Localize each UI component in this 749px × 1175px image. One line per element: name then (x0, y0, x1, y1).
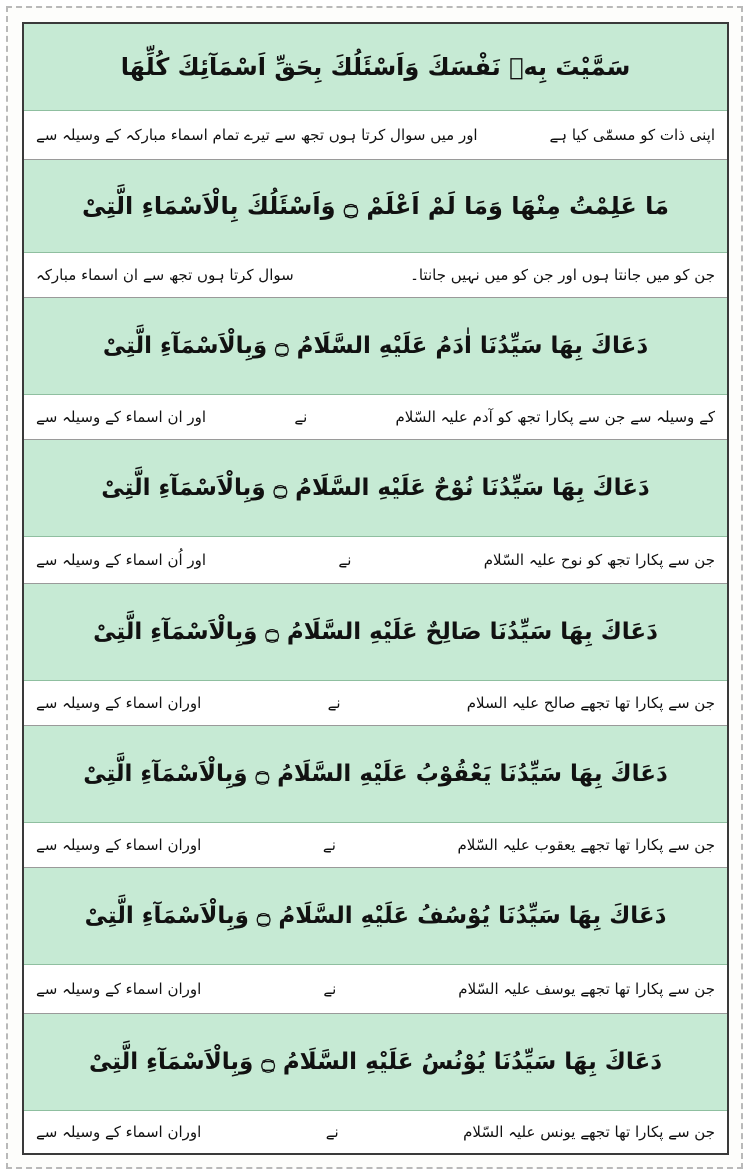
urdu-line-3 (24, 395, 727, 440)
arabic-line-3 (24, 298, 727, 395)
urdu-segment: اور ان اسماء کے وسیلہ سے (36, 408, 207, 426)
urdu-segment: سوال کرتا ہوں تجھ سے ان اسماء مبارکہ (36, 266, 294, 284)
urdu-line-2 (24, 253, 727, 298)
urdu-segment: اور میں سوال کرتا ہوں تجھ سے تیرے تمام اسماء مبارکہ کے وسیلہ سے (36, 126, 478, 144)
urdu-line-5 (24, 681, 727, 726)
arabic-text: دَعَاكَ بِهَا سَيِّدُنَا يُوْسُفُ عَلَيْهِ السَّلَامُ ۝ وَبِالْاَسْمَآءِ الَّتِیْ (84, 903, 667, 929)
arabic-text: دَعَاكَ بِهَا سَيِّدُنَا نُوْحٌ عَلَيْهِ السَّلَامُ ۝ وَبِالْاَسْمَآءِ الَّتِیْ (101, 475, 650, 501)
urdu-segment: جن کو میں جانتا ہوں اور جن کو میں نہیں جانتا۔ (410, 266, 715, 284)
page (6, 6, 743, 1169)
urdu-segment: جن سے پکارا تھا تجھے یونس علیہ السّلام (463, 1123, 715, 1141)
urdu-segment: جن سے پکارا تھا تجھے صالح علیہ السلام (466, 694, 715, 712)
arabic-line-5 (24, 584, 727, 681)
arabic-line-8 (24, 1014, 727, 1111)
arabic-line-4 (24, 440, 727, 537)
urdu-segment: نے (327, 694, 341, 712)
urdu-segment: اوران اسماء کے وسیلہ سے (36, 980, 202, 998)
urdu-segment: اپنی ذات کو مسمّٰی کیا ہے (549, 126, 715, 144)
urdu-line-6 (24, 823, 727, 868)
arabic-line-6 (24, 726, 727, 823)
arabic-text: دَعَاكَ بِهَا سَيِّدُنَا صَالِحٌ عَلَيْهِ السَّلَامُ ۝ وَبِالْاَسْمَآءِ الَّتِیْ (93, 619, 658, 645)
urdu-line-7 (24, 965, 727, 1014)
arabic-text: سَمَّيْتَ بِهٖ نَفْسَكَ وَاَسْئَلُكَ بِحَقِّ اَسْمَآئِكَ كُلِّهَا (120, 53, 631, 81)
arabic-line-7 (24, 868, 727, 965)
urdu-segment: جن سے پکارا تھا تجھے یوسف علیہ السّلام (458, 980, 715, 998)
urdu-line-1 (24, 111, 727, 160)
urdu-segment: نے (323, 980, 337, 998)
urdu-line-8 (24, 1111, 727, 1153)
urdu-segment: نے (325, 1123, 339, 1141)
urdu-segment: کے وسیلہ سے جن سے پکارا تجھ کو آدم علیہ السّلام (395, 408, 715, 426)
urdu-segment: اور اُن اسماء کے وسیلہ سے (35, 551, 207, 569)
arabic-line-2 (24, 160, 727, 253)
arabic-line-1 (24, 24, 727, 111)
urdu-segment: جن سے پکارا تجھ کو نوح علیہ السّلام (483, 551, 715, 569)
urdu-segment: نے (294, 408, 308, 426)
urdu-segment: اوران اسماء کے وسیلہ سے (36, 694, 202, 712)
urdu-segment: اوران اسماء کے وسیلہ سے (35, 1123, 202, 1141)
urdu-segment: جن سے پکارا تھا تجھے یعقوب علیہ السّلام (457, 836, 715, 854)
urdu-line-4 (24, 537, 727, 584)
text-frame (22, 22, 729, 1155)
arabic-text: دَعَاكَ بِهَا سَيِّدُنَا يُوْنُسُ عَلَيْهِ السَّلَامُ ۝ وَبِالْاَسْمَآءِ الَّتِیْ (89, 1049, 662, 1075)
urdu-segment: اوران اسماء کے وسیلہ سے (36, 836, 202, 854)
urdu-segment: نے (322, 836, 336, 854)
urdu-segment: نے (338, 551, 352, 569)
arabic-text: دَعَاكَ بِهَا سَيِّدُنَا يَعْقُوْبُ عَلَيْهِ السَّلَامُ ۝ وَبِالْاَسْمَآءِ الَّتِیْ (83, 761, 668, 787)
arabic-text: دَعَاكَ بِهَا سَيِّدُنَا اٰدَمُ عَلَيْهِ السَّلَامُ ۝ وَبِالْاَسْمَآءِ الَّتِیْ (102, 333, 649, 359)
arabic-text: مَا عَلِمْتُ مِنْهَا وَمَا لَمْ اَعْلَمْ ۝ وَاَسْئَلُكَ بِالْاَسْمَاءِ الَّتِیْ (81, 192, 670, 220)
